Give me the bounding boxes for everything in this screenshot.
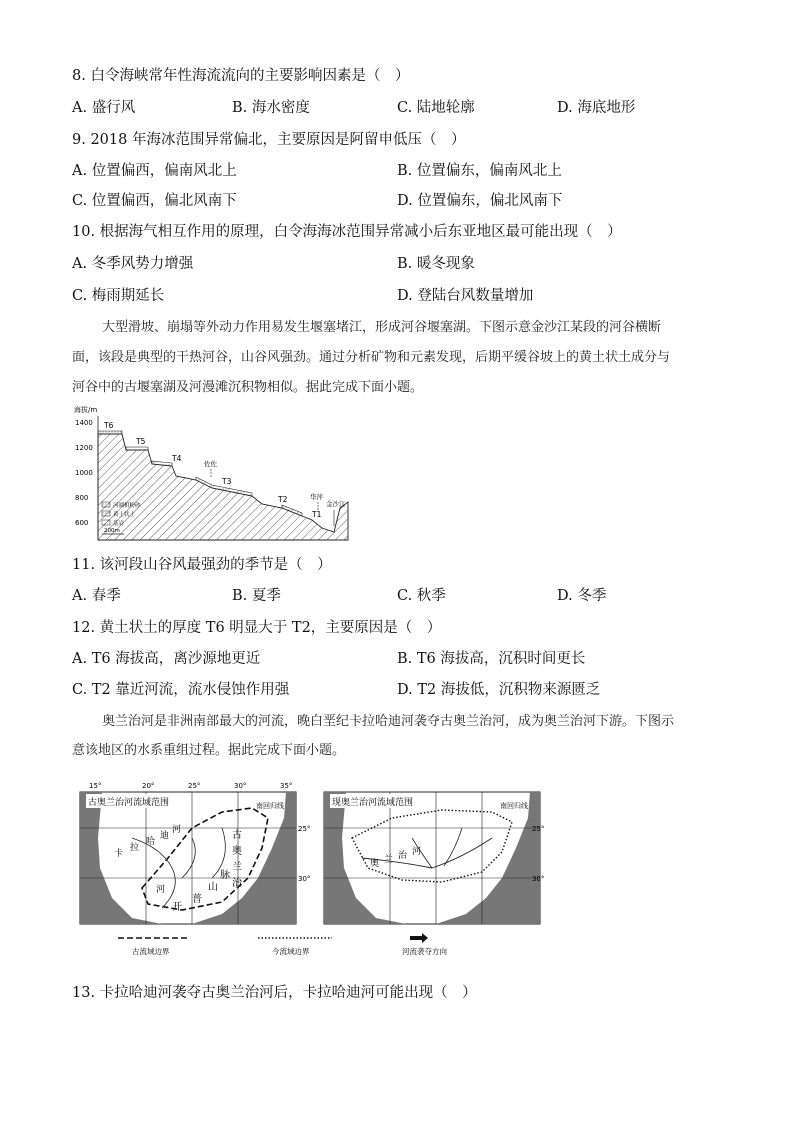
terrace-t3: T3 bbox=[222, 477, 232, 486]
q12-option-d[interactable]: D. T2 海拔低，沉积物来源匮乏 bbox=[397, 682, 601, 698]
map-b-title: 现奥兰治河流域范围 bbox=[332, 798, 414, 808]
map-b-lat-30: 30° bbox=[532, 875, 545, 883]
map-a-label-11: 开 bbox=[172, 902, 182, 913]
passage-1-line-1: 大型滑坡、崩塌等外动力作用易发生堰塞堵江，形成河谷堰塞湖。下图示意金沙江某段的河谷横断 bbox=[102, 320, 662, 335]
q12-option-a[interactable]: A. T6 海拔高，离沙源地更近 bbox=[72, 651, 261, 667]
terrace-t1: T1 bbox=[312, 510, 322, 519]
question-9-stem: 9. 2018 年海冰范围异常偏北，主要原因是阿留申低压（ ） bbox=[72, 132, 466, 148]
q9-option-b[interactable]: B. 位置偏东，偏南风北上 bbox=[397, 163, 562, 179]
terrace-t5: T5 bbox=[136, 437, 146, 446]
y-tick-1000: 1000 bbox=[75, 469, 93, 477]
question-10-stem: 10. 根据海气相互作用的原理，白令海海冰范围异常减小后东亚地区最可能出现（ ） bbox=[72, 224, 622, 240]
map-a-label-5: 河 bbox=[172, 825, 182, 835]
legend-old-boundary: 古流域边界 bbox=[132, 947, 170, 956]
q8-option-d[interactable]: D. 海底地形 bbox=[557, 100, 636, 116]
place-zuozuo: 佐佐 bbox=[204, 460, 217, 468]
place-jinsha-river: 金沙江 bbox=[326, 500, 346, 508]
map-a-lon-15: 15° bbox=[89, 782, 102, 790]
y-tick-800: 800 bbox=[75, 494, 89, 502]
q10-option-b[interactable]: B. 暖冬现象 bbox=[397, 256, 475, 272]
map-b-label-3: 治 bbox=[398, 851, 408, 861]
map-a-lon-20: 20° bbox=[142, 782, 155, 790]
y-tick-1200: 1200 bbox=[75, 444, 93, 452]
map-a-title: 古奥兰治河流域范围 bbox=[88, 798, 170, 808]
q10-option-a[interactable]: A. 冬季风势力增强 bbox=[72, 256, 194, 272]
map-a-lon-25: 25° bbox=[188, 782, 201, 790]
map-ancient-orange-basin bbox=[80, 782, 310, 924]
legend-loess-swatch bbox=[102, 511, 110, 516]
terrace-t2: T2 bbox=[278, 495, 288, 504]
terrace-t6: T6 bbox=[104, 421, 114, 430]
map-modern-orange-basin bbox=[324, 792, 544, 924]
orange-river-maps-figure bbox=[72, 778, 562, 963]
map-b-label-2: 兰 bbox=[384, 855, 394, 865]
passage-1-line-3: 河谷中的古堰塞湖及河漫滩沉积物相似。据此完成下面小题。 bbox=[72, 380, 424, 395]
q8-option-c[interactable]: C. 陆地轮廓 bbox=[397, 100, 475, 116]
map-a-label-3: 哈 bbox=[146, 837, 156, 847]
q9-option-c[interactable]: C. 位置偏西，偏北风南下 bbox=[72, 193, 237, 209]
q10-option-d[interactable]: D. 登陆台风数量增加 bbox=[397, 288, 534, 304]
q9-option-d[interactable]: D. 位置偏东，偏北风南下 bbox=[397, 193, 563, 209]
legend-silt-swatch bbox=[102, 502, 110, 507]
question-12-stem: 12. 黄土状土的厚度 T6 明显大于 T2，主要原因是（ ） bbox=[72, 620, 442, 636]
map-a-label-14: 脉 bbox=[220, 870, 230, 881]
terrace-t4: T4 bbox=[172, 454, 182, 463]
capture-arrow-icon bbox=[410, 933, 428, 943]
q11-option-d[interactable]: D. 冬季 bbox=[557, 588, 607, 604]
valley-cross-section-figure bbox=[72, 404, 352, 544]
q12-option-b[interactable]: B. T6 海拔高，沉积时间更长 bbox=[397, 651, 586, 667]
y-tick-600: 600 bbox=[75, 519, 89, 527]
legend-bedrock-swatch bbox=[102, 520, 110, 525]
map-a-label-9: 治 bbox=[232, 878, 242, 889]
map-a-lat-25: 25° bbox=[298, 825, 311, 833]
map-a-label-4: 迪 bbox=[160, 831, 170, 841]
map-a-lon-35: 35° bbox=[280, 782, 293, 790]
question-11-stem: 11. 该河段山谷风最强劲的季节是（ ） bbox=[72, 557, 332, 573]
legend-silt: 河湖相粉砂 bbox=[113, 503, 141, 509]
q9-option-a[interactable]: A. 位置偏西，偏南风北上 bbox=[72, 163, 237, 179]
legend-bedrock: 基岩 bbox=[113, 521, 125, 527]
q8-option-b[interactable]: B. 海水密度 bbox=[232, 100, 310, 116]
map-b-label-4: 河 bbox=[412, 847, 422, 857]
legend-loess: 黄土状土 bbox=[113, 512, 136, 518]
q11-option-b[interactable]: B. 夏季 bbox=[232, 588, 281, 604]
passage-1-line-2: 面，该段是典型的干热河谷，山谷风强劲。通过分析矿物和元素发现，后期平缓谷坡上的黄土状土成分与 bbox=[72, 350, 671, 365]
map-a-tropic: 南回归线 bbox=[256, 802, 284, 810]
scale-bar: 200m bbox=[104, 528, 120, 534]
map-b-lat-25: 25° bbox=[532, 825, 545, 833]
q8-option-a[interactable]: A. 盛行风 bbox=[72, 100, 136, 116]
map-a-label-10: 河 bbox=[156, 885, 166, 895]
place-huaping: 华萍 bbox=[310, 493, 323, 501]
map-a-label-1: 卡 bbox=[114, 849, 124, 859]
passage-2-line-2: 意该地区的水系重组过程。据此完成下面小题。 bbox=[72, 743, 346, 758]
map-a-label-8: 兰 bbox=[232, 862, 242, 873]
map-a-label-13: 山 bbox=[208, 882, 218, 893]
passage-2-line-1: 奥兰治河是非洲南部最大的河流，晚白垩纪卡拉哈迪河袭夺古奥兰治河，成为奥兰治河下游。下图示 bbox=[102, 714, 675, 729]
q11-option-a[interactable]: A. 春季 bbox=[72, 588, 121, 604]
legend-capture: 河流袭夺方向 bbox=[402, 947, 447, 956]
legend-new-boundary: 今流域边界 bbox=[272, 947, 310, 956]
map-b-label-1: 奥 bbox=[370, 859, 380, 869]
map-a-lat-30: 30° bbox=[298, 875, 311, 883]
question-8-stem: 8. 白令海峡常年性海流流向的主要影响因素是（ ） bbox=[72, 68, 410, 84]
q10-option-c[interactable]: C. 梅雨期延长 bbox=[72, 288, 165, 304]
map-a-label-2: 拉 bbox=[130, 843, 140, 853]
map-a-label-6: 古 bbox=[232, 830, 242, 841]
map-a-label-12: 普 bbox=[192, 894, 202, 905]
map-a-lon-30: 30° bbox=[234, 782, 247, 790]
q12-option-c[interactable]: C. T2 靠近河流，流水侵蚀作用强 bbox=[72, 682, 290, 698]
question-13-stem: 13. 卡拉哈迪河袭夺古奥兰治河后，卡拉哈迪河可能出现（ ） bbox=[72, 985, 477, 1001]
y-tick-1400: 1400 bbox=[75, 419, 93, 427]
map-a-label-7: 奥 bbox=[232, 846, 242, 857]
map-b-tropic: 南回归线 bbox=[500, 802, 528, 810]
y-axis-title: 海拔/m bbox=[74, 406, 98, 414]
q11-option-c[interactable]: C. 秋季 bbox=[397, 588, 446, 604]
